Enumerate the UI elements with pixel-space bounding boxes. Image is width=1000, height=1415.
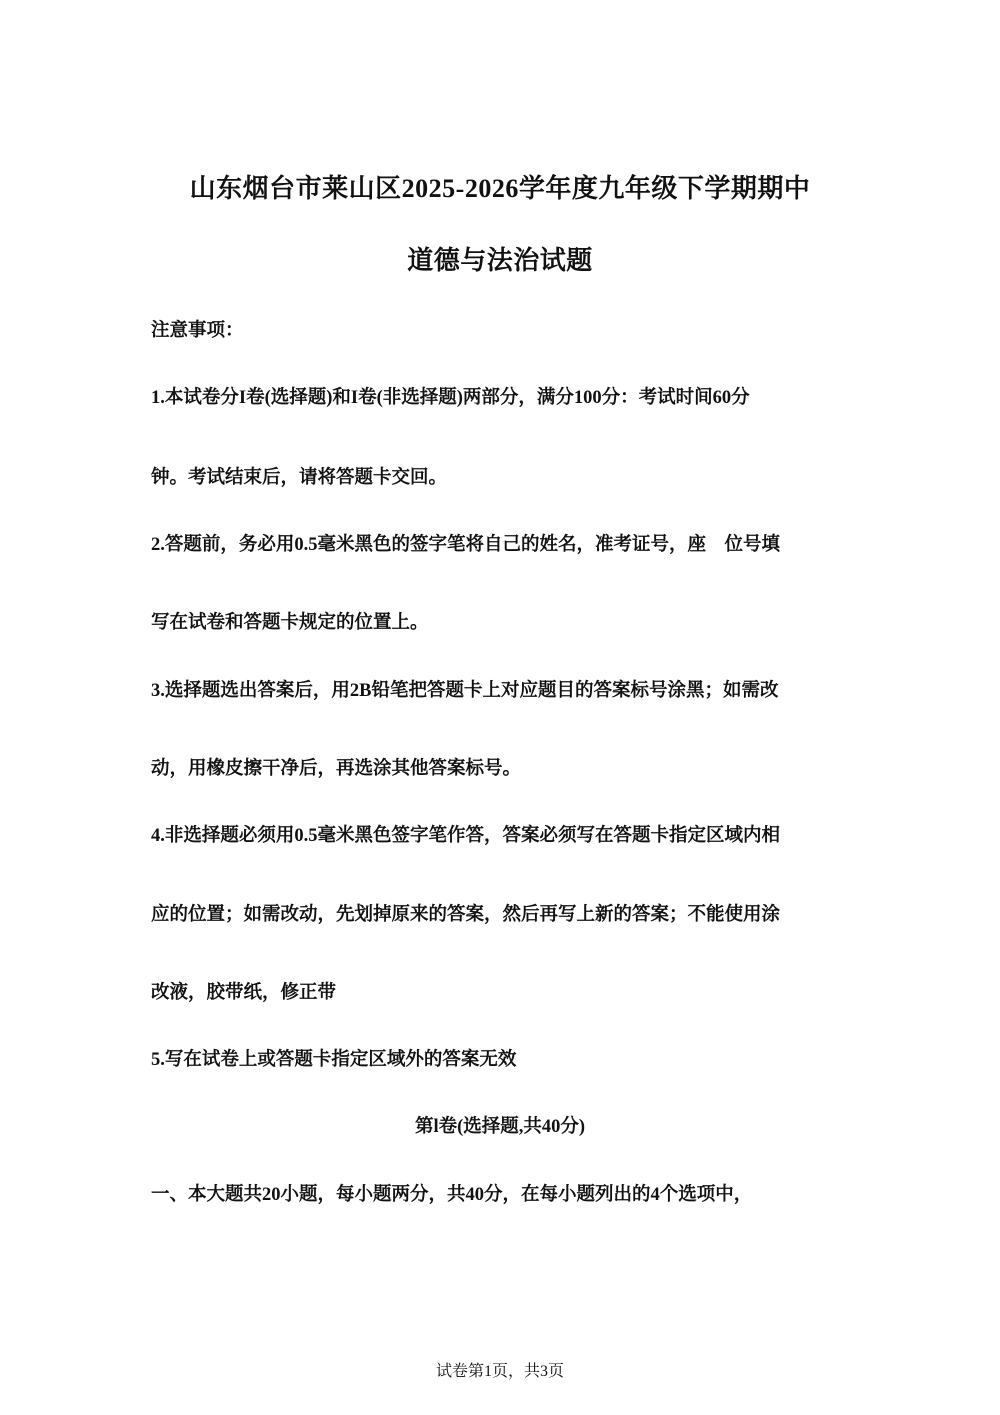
notice-item-1-continued: 钟。考试结束后，请将答题卡交回。 bbox=[151, 468, 448, 488]
notice-item-4: 4.非选择题必须用0.5毫米黑色签字笔作答，答案必须写在答题卡指定区域内相 bbox=[151, 826, 781, 846]
notice-item-2: 2.答题前，务必用0.5毫米黑色的签字笔将自己的姓名，准考证号，座 位号填 bbox=[151, 535, 781, 555]
section-heading: 第l卷(选择题,共40分) bbox=[414, 1117, 586, 1137]
exam-title: 山东烟台市莱山区2025-2026学年度九年级下学期期中 bbox=[189, 174, 811, 203]
exam-subject-title: 道德与法治试题 bbox=[407, 246, 593, 275]
page-footer: 试卷第1页，共3页 bbox=[435, 1363, 564, 1380]
section-instruction: 一、本大题共20小题，每小题两分，共40分，在每小题列出的4个选项中， bbox=[151, 1185, 753, 1205]
notice-item-2-continued: 写在试卷和答题卡规定的位置上。 bbox=[151, 613, 429, 633]
notice-item-4-continued: 应的位置；如需改动，先划掉原来的答案，然后再写上新的答案；不能使用涂 bbox=[151, 905, 781, 925]
notice-heading: 注意事项： bbox=[151, 321, 244, 341]
notice-item-3-continued: 动，用橡皮擦干净后，再选涂其他答案标号。 bbox=[151, 759, 522, 779]
notice-item-1: 1.本试卷分I卷(选择题)和I卷(非选择题)两部分，满分100分：考试时间60分 bbox=[151, 388, 750, 408]
notice-item-4-continued-2: 改液，胶带纸，修正带 bbox=[151, 983, 337, 1003]
notice-item-3: 3.选择题选出答案后，用2B铅笔把答题卡上对应题目的答案标号涂黑；如需改 bbox=[151, 681, 779, 701]
notice-item-5: 5.写在试卷上或答题卡指定区域外的答案无效 bbox=[151, 1050, 517, 1070]
